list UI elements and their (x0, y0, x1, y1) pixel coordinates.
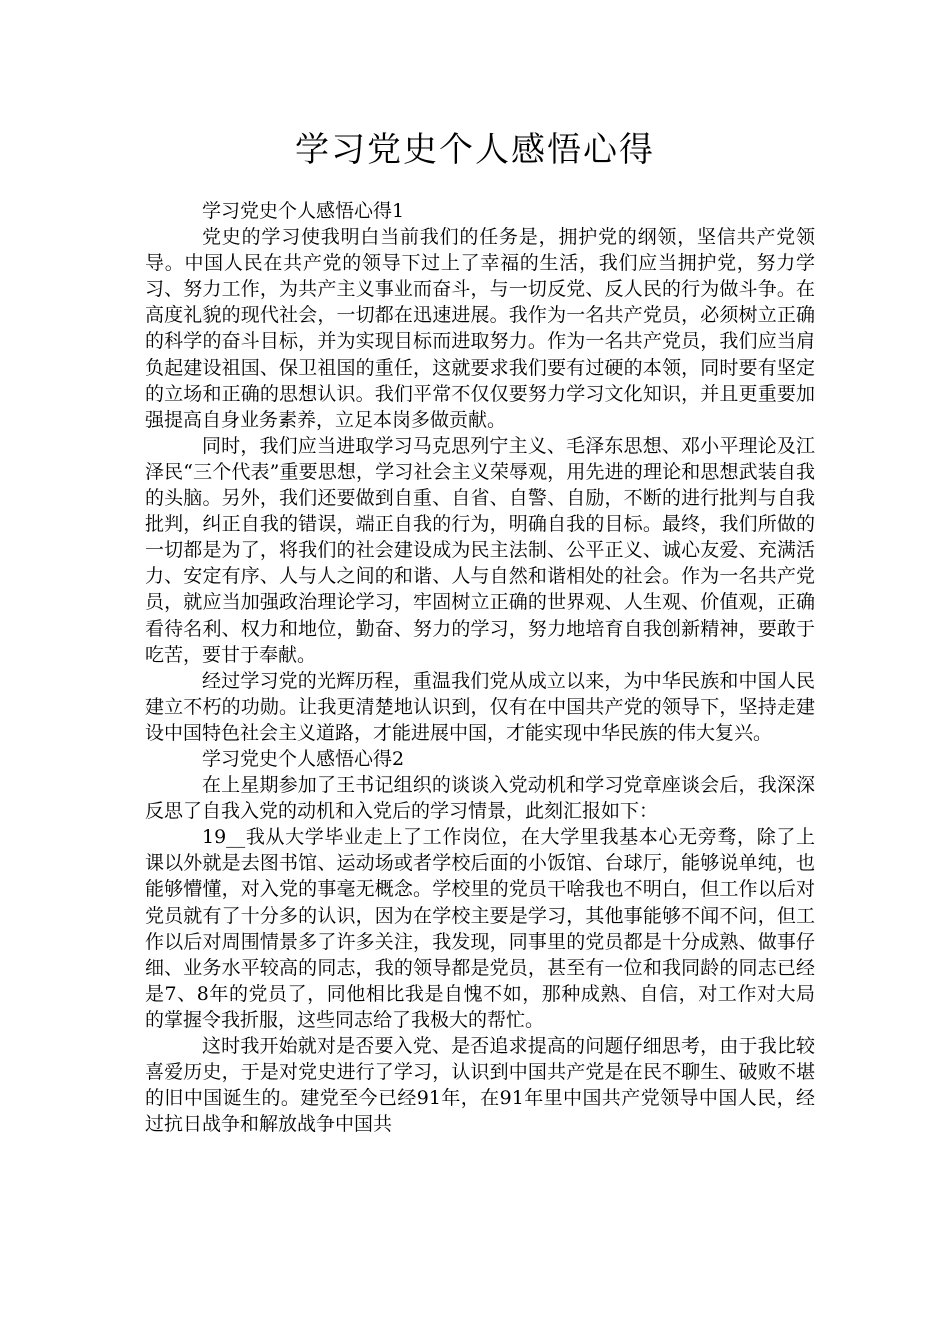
paragraph: 19__我从大学毕业走上了工作岗位，在大学里我基本心无旁骛，除了上课以外就是去图书馆、运动场或者学校后面的小饭馆、台球厅，能够说单纯，也能够懵懂，对入党的事毫无概念。学校里的党员干啥我也不明白，但工作以后对党员就有了十分多的认识，因为在学校主要是学习，其他事能够不闻不问，但工作以后对周围情景多了许多关注，我发现，同事里的党员都是十分成熟、做事仔细、业务水平较高的同志，我的领导都是党员，甚至有一位和我同龄的同志已经是7、8年的党员了，同他相比我是自愧不如，那种成熟、自信，对工作对大局的掌握令我折服，这些同志给了我极大的帮忙。 (145, 826, 815, 1031)
section-heading-2: 学习党史个人感悟心得2 (202, 747, 405, 770)
paragraph: 党史的学习使我明白当前我们的任务是，拥护党的纲领，坚信共产党领导。中国人民在共产党的领导下过上了幸福的生活，我们应当拥护党，努力学习、努力工作，为共产主义事业而奋斗，与一切反党、反人民的行为做斗争。在高度礼貌的现代社会，一切都在迅速进展。我作为一名共产党员，必须树立正确的科学的奋斗目标，并为实现目标而进取努力。作为一名共产党员，我们应当肩负起建设祖国、保卫祖国的重任，这就要求我们要有过硬的本领，同时要有坚定的立场和正确的思想认识。我们平常不仅仅要努力学习文化知识，并且更重要加强提高自身业务素养，立足本岗多做贡献。 (145, 226, 815, 431)
paragraph: 经过学习党的光辉历程，重温我们党从成立以来，为中华民族和中国人民建立不朽的功勋。让我更清楚地认识到，仅有在中国共产党的领导下，坚持走建设中国特色社会主义道路，才能进展中国，才能实现中华民族的伟大复兴。 (145, 669, 815, 744)
paragraph: 在上星期参加了王书记组织的谈谈入党动机和学习党章座谈会后，我深深反思了自我入党的动机和入党后的学习情景，此刻汇报如下： (145, 774, 815, 823)
document-body (145, 198, 815, 1137)
paragraph: 同时，我们应当进取学习马克思列宁主义、毛泽东思想、邓小平理论及江泽民“三个代表”重要思想，学习社会主义荣辱观，用先进的理论和思想武装自我的头脑。另外，我们还要做到自重、自省、自警、自励，不断的进行批判与自我批判，纠正自我的错误，端正自我的行为，明确自我的目标。最终，我们所做的一切都是为了，将我们的社会建设成为民主法制、公平正义、诚心友爱、充满活力、安定有序、人与人之间的和谐、人与自然和谐相处的社会。作为一名共产党员，就应当加强政治理论学习，牢固树立正确的世界观、人生观、价值观，正确看待名利、权力和地位，勤奋、努力的学习，努力地培育自我创新精神，要敢于吃苦，要甘于奉献。 (145, 434, 815, 666)
section-heading-1: 学习党史个人感悟心得1 (202, 200, 405, 222)
document-title: 学习党史个人感悟心得 (295, 130, 655, 170)
paragraph: 这时我开始就对是否要入党、是否追求提高的问题仔细思考，由于我比较喜爱历史，于是对党史进行了学习，认识到中国共产党是在民不聊生、破败不堪的旧中国诞生的。建党至今已经91年，在91年里中国共产党领导中国人民，经过抗日战争和解放战争中国共 (145, 1035, 815, 1136)
